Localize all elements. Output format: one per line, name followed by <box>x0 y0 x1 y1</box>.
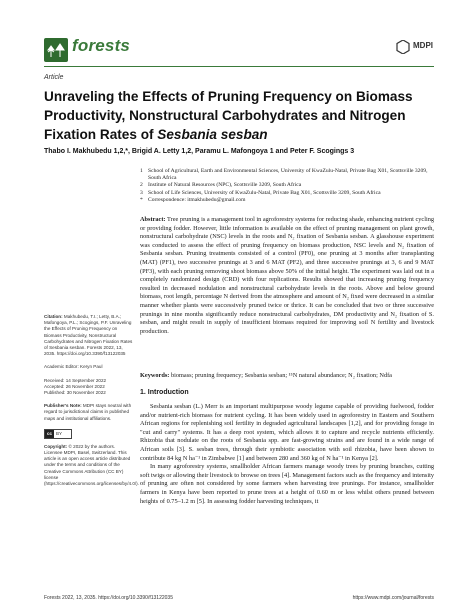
keywords-text: biomass; pruning frequency; Sesbania sesban; ¹⁵N natural abundance; N₂ fixation; Ndfa <box>170 372 392 379</box>
affiliation-text: School of Agricultural, Earth and Environmental Sciences, University of KwaZulu-Natal, Private Bag X01, Scottsville 3209, South Africa <box>148 168 428 182</box>
affiliation-number: * <box>140 196 143 203</box>
publisher-note-text: MDPI stays neutral with regard to jurisdictional claims in published maps and institutional affiliations. <box>44 403 132 421</box>
article-sidebar <box>44 314 139 494</box>
paragraph: In many agroforestry systems, smallholder African farmers manage woody trees by pruning branches, cutting soft twigs or allowing their livestock to browse on trees [4]. Management factors such as the frequency and intensity of pruning are often not considered by some farmers when harvesting tree prunings. For instance, smallholder farmers in Kenya have been reported to prune trees at a height of 0.60 m or less whilst others pruned between heights of 0.75–1.2 m [5]. In assessing fodder harvesting techniques, it <box>140 463 434 505</box>
publisher-name: MDPI <box>413 41 433 50</box>
affiliation-number: 3 <box>140 189 143 196</box>
editor-block <box>44 364 134 370</box>
introduction-body <box>140 403 434 506</box>
header-divider <box>44 66 434 67</box>
article-title <box>44 87 434 144</box>
section-heading: 1. Introduction <box>140 389 189 396</box>
title-line-3-prefix: Fixation Rates of <box>44 127 158 142</box>
author-list: Thabo I. Makhubedu 1,2,*, Brigid A. Letty 1,2, Paramu L. Mafongoya 1 and Peter F. Scogings 3 <box>44 148 355 155</box>
footer-journal-link[interactable]: https://www.mdpi.com/journal/forests <box>352 595 434 601</box>
correspondence-email[interactable]: Correspondence: itmakhubedu@gmail.com <box>148 196 246 203</box>
cc-by-license-icon[interactable] <box>44 429 72 439</box>
title-line-3 <box>44 125 434 144</box>
page-footer <box>44 595 434 601</box>
published-date: Published: 30 November 2022 <box>44 390 106 396</box>
dates-block <box>44 378 134 397</box>
copyright-text: © 2022 by the authors. Licensee MDPI, Basel, Switzerland. This article is an open access article distributed under the terms and conditions of the Creative Commons Attribution (CC BY) license (https://creativecommons.org/licenses/by/4.0/). <box>44 443 139 487</box>
affiliation-text: School of Life Sciences, University of KwaZulu-Natal, Private Bag X01, Scottsville 3209, South Africa <box>148 189 381 196</box>
publisher-note <box>44 403 134 422</box>
citation-text[interactable]: Makhubedu, T.I.; Letty, B.A.; Mafongoya, P.L.; Scogings, P.F. Unraveling the Effects of Pruning Frequency on Biomass Productivity, Nonstructural Carbohydrates and Nitrogen Fixation Rates of Sesbania sesban. Forests 2022, 13, 2035. https://doi.org/10.3390/f13122035 <box>44 314 133 357</box>
article-type: Article <box>44 74 64 81</box>
affiliation-3 <box>140 190 434 197</box>
affiliation-1 <box>140 168 434 182</box>
affiliation-number: 1 <box>140 168 143 174</box>
abstract-label: Abstract: <box>140 216 166 223</box>
citation-block <box>44 314 134 357</box>
publisher-note-label: Publisher's Note: <box>44 403 82 409</box>
paragraph: Sesbania sesban (L.) Merr is an important multipurpose woody legume capable of providing fuelwood, fodder and/or nutrient-rich biomass for nutrient cycling. It has been widely used in agroforestry in Eastern and Southern African regions for replenishing soil fertility in degraded agricultural landscapes [1,2], and for providing forage in "cut and carry" systems. It has a deep root system, which allows it to capture and recycle nutrients efficiently. Rhizobia that nodulate on the roots of Sesbania spp. are fast-growing strains and are found in a wide range of African soils [3]. S. sesban trees, through their symbiotic association with soil rhizobia, have been shown to contribute 84 kg N ha⁻¹ in Zimbabwe [1] and between 280 and 360 kg of N ha⁻¹ in Kenya [2]. <box>140 403 434 462</box>
correspondence <box>140 197 434 204</box>
affiliation-number: 2 <box>140 182 143 189</box>
affiliations <box>140 168 434 204</box>
copyright-label: Copyright: <box>44 443 68 449</box>
footer-citation[interactable]: Forests 2022, 13, 2035. https://doi.org/10.3390/f13122035 <box>44 595 173 601</box>
journal-logo <box>44 38 68 62</box>
copyright-block <box>44 443 139 487</box>
affiliation-text: Institute of Natural Resources (NPC), Scottsville 3209, South Africa <box>148 182 302 189</box>
journal-name: forests <box>72 36 131 55</box>
title-line-2: Productivity, Nonstructural Carbohydrates and Nitrogen <box>44 108 406 123</box>
accepted-date: Accepted: 26 November 2022 <box>44 383 105 389</box>
received-date: Received: 14 September 2022 <box>44 377 107 383</box>
keywords-label: Keywords: <box>140 372 170 379</box>
abstract <box>140 216 434 336</box>
keywords <box>140 372 434 381</box>
academic-editor: Academic Editor: Keryn Paul <box>44 364 103 370</box>
abstract-text: Tree pruning is a management tool in agroforestry systems for reducing shade, enhancing nutrient cycling or providing fodder. However, little information is available on the effect of pruning management on plant growth, nonstructural carbohydrate (NSC) levels in the roots and N₂ fixation of Sesbania sesban. A glasshouse experiment was conducted to assess the effect of pruning frequency on biomass production, NSC levels and N₂ fixation of Sesbania sesban. Pruning treatments consisted of a control (PF0), one pruning at 3 months after transplanting (MAT) (PF1), two successive prunings at 3 and 6 MAT (PF2), and three successive prunings at 3, 6 and 9 MAT (PF3), with each pruning removing shoot biomass above 50% of the initial height. The experiment was laid out in a completely randomized design (CRD) with four replications. Results showed that increasing pruning frequency resulted in decreased nodulation and nonstructural carbohydrate levels in the roots. Above and below ground biomass, root length, percentage N derived from the atmosphere and amount of N₂ fixed were decreased in a similar manner whether plants were successively pruned twice or thrice. It can be concluded that two or three successive prunings in nine months significantly reduce nonstructural carbohydrates, DM productivity and N₂ fixation of S. sesban, and might result in supply of insufficient biomass required for improving soil N fertility and livestock production. <box>140 216 434 335</box>
citation-label: Citation: <box>44 314 63 319</box>
title-species: Sesbania sesban <box>157 127 268 142</box>
cc-icon: cc <box>45 430 54 438</box>
affiliation-2 <box>140 182 434 189</box>
by-icon: BY <box>56 430 63 436</box>
title-line-1: Unraveling the Effects of Pruning Frequency on Biomass <box>44 89 413 104</box>
